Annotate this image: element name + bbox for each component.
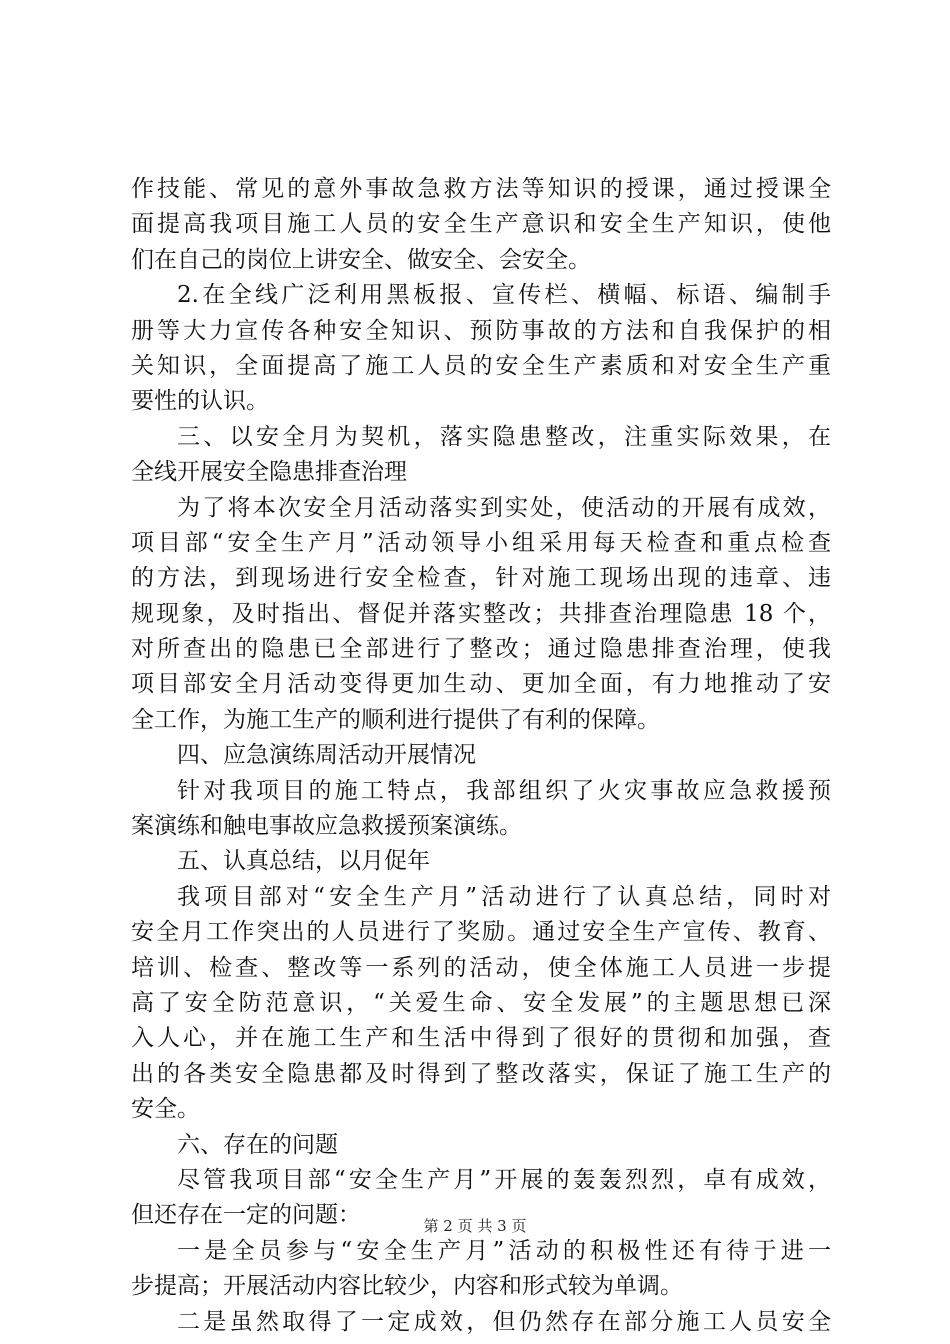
text-line: 册等大力宣传各种安全知识、预防事故的方法和自我保护的相 (131, 317, 831, 344)
text-line: 的方法，到现场进行安全检查，针对施工现场出现的违章、违 (131, 565, 831, 592)
text-line: 全线开展安全隐患排查治理 (131, 459, 407, 486)
text-line: 安全月工作突出的人员进行了奖励。通过安全生产宣传、教育、 (131, 919, 831, 946)
text-line: 对所查出的隐患已全部进行了整改；通过隐患排查治理，使我 (131, 636, 831, 663)
text-line: 安全。 (131, 1096, 200, 1123)
text-line: 但还存在一定的问题： (131, 1202, 361, 1229)
text-line: 案演练和触电事故应急救援预案演练。 (131, 813, 522, 840)
text-line: 入人心，并在施工生产和生活中得到了很好的贯彻和加强，查 (131, 1025, 831, 1052)
text-line: 培训、检查、整改等一系列的活动，使全体施工人员进一步提 (131, 954, 831, 981)
text-line: 作技能、常见的意外事故急救方法等知识的授课，通过授课全 (131, 176, 831, 202)
text-line: 二是虽然取得了一定成效，但仍然存在部分施工人员安全 (177, 1308, 831, 1335)
text-line: 2.在全线广泛利用黑板报、宣传栏、横幅、标语、编制手 (177, 282, 831, 309)
text-line: 四、应急演练周活动开展情况 (177, 742, 476, 769)
text-line: 高了安全防范意识，“关爱生命、安全发展”的主题思想已深 (131, 989, 831, 1016)
page-footer: 第 2 页 共 3 页 (423, 1217, 527, 1235)
text-line: 项目部安全月活动变得更加生动、更加全面，有力地推动了安 (131, 671, 831, 698)
text-line: 六、存在的问题 (177, 1131, 338, 1158)
text-line: 项目部“安全生产月”活动领导小组采用每天检查和重点检查 (131, 529, 831, 556)
text-line: 我项目部对“安全生产月”活动进行了认真总结，同时对 (177, 883, 831, 910)
body-text (131, 172, 831, 1340)
text-line: 步提高；开展活动内容比较少，内容和形式较为单调。 (131, 1273, 683, 1300)
text-line: 三、以安全月为契机，落实隐患整改，注重实际效果，在 (177, 423, 831, 450)
text-line: 五、认真总结，以月促年 (177, 848, 430, 875)
text-line: 们在自己的岗位上讲安全、做安全、会安全。 (131, 246, 591, 273)
text-line: 要性的认识。 (131, 388, 269, 415)
text-line: 针对我项目的施工特点，我部组织了火灾事故应急救援预 (177, 777, 831, 804)
text-line: 全工作，为施工生产的顺利进行提供了有利的保障。 (131, 706, 660, 733)
text-line: 为了将本次安全月活动落实到实处，使活动的开展有成效， (177, 494, 831, 521)
text-line: 关知识，全面提高了施工人员的安全生产素质和对安全生产重 (131, 352, 831, 379)
text-line: 面提高我项目施工人员的安全生产意识和安全生产知识，使他 (131, 211, 831, 238)
text-line: 一是全员参与“安全生产月”活动的积极性还有待于进一 (177, 1237, 831, 1264)
text-line: 尽管我项目部“安全生产月”开展的轰轰烈烈，卓有成效， (177, 1166, 831, 1193)
text-line: 出的各类安全隐患都及时得到了整改落实，保证了施工生产的 (131, 1060, 831, 1087)
text-line: 规现象，及时指出、督促并落实整改；共排查治理隐患 18 个， (131, 600, 831, 627)
